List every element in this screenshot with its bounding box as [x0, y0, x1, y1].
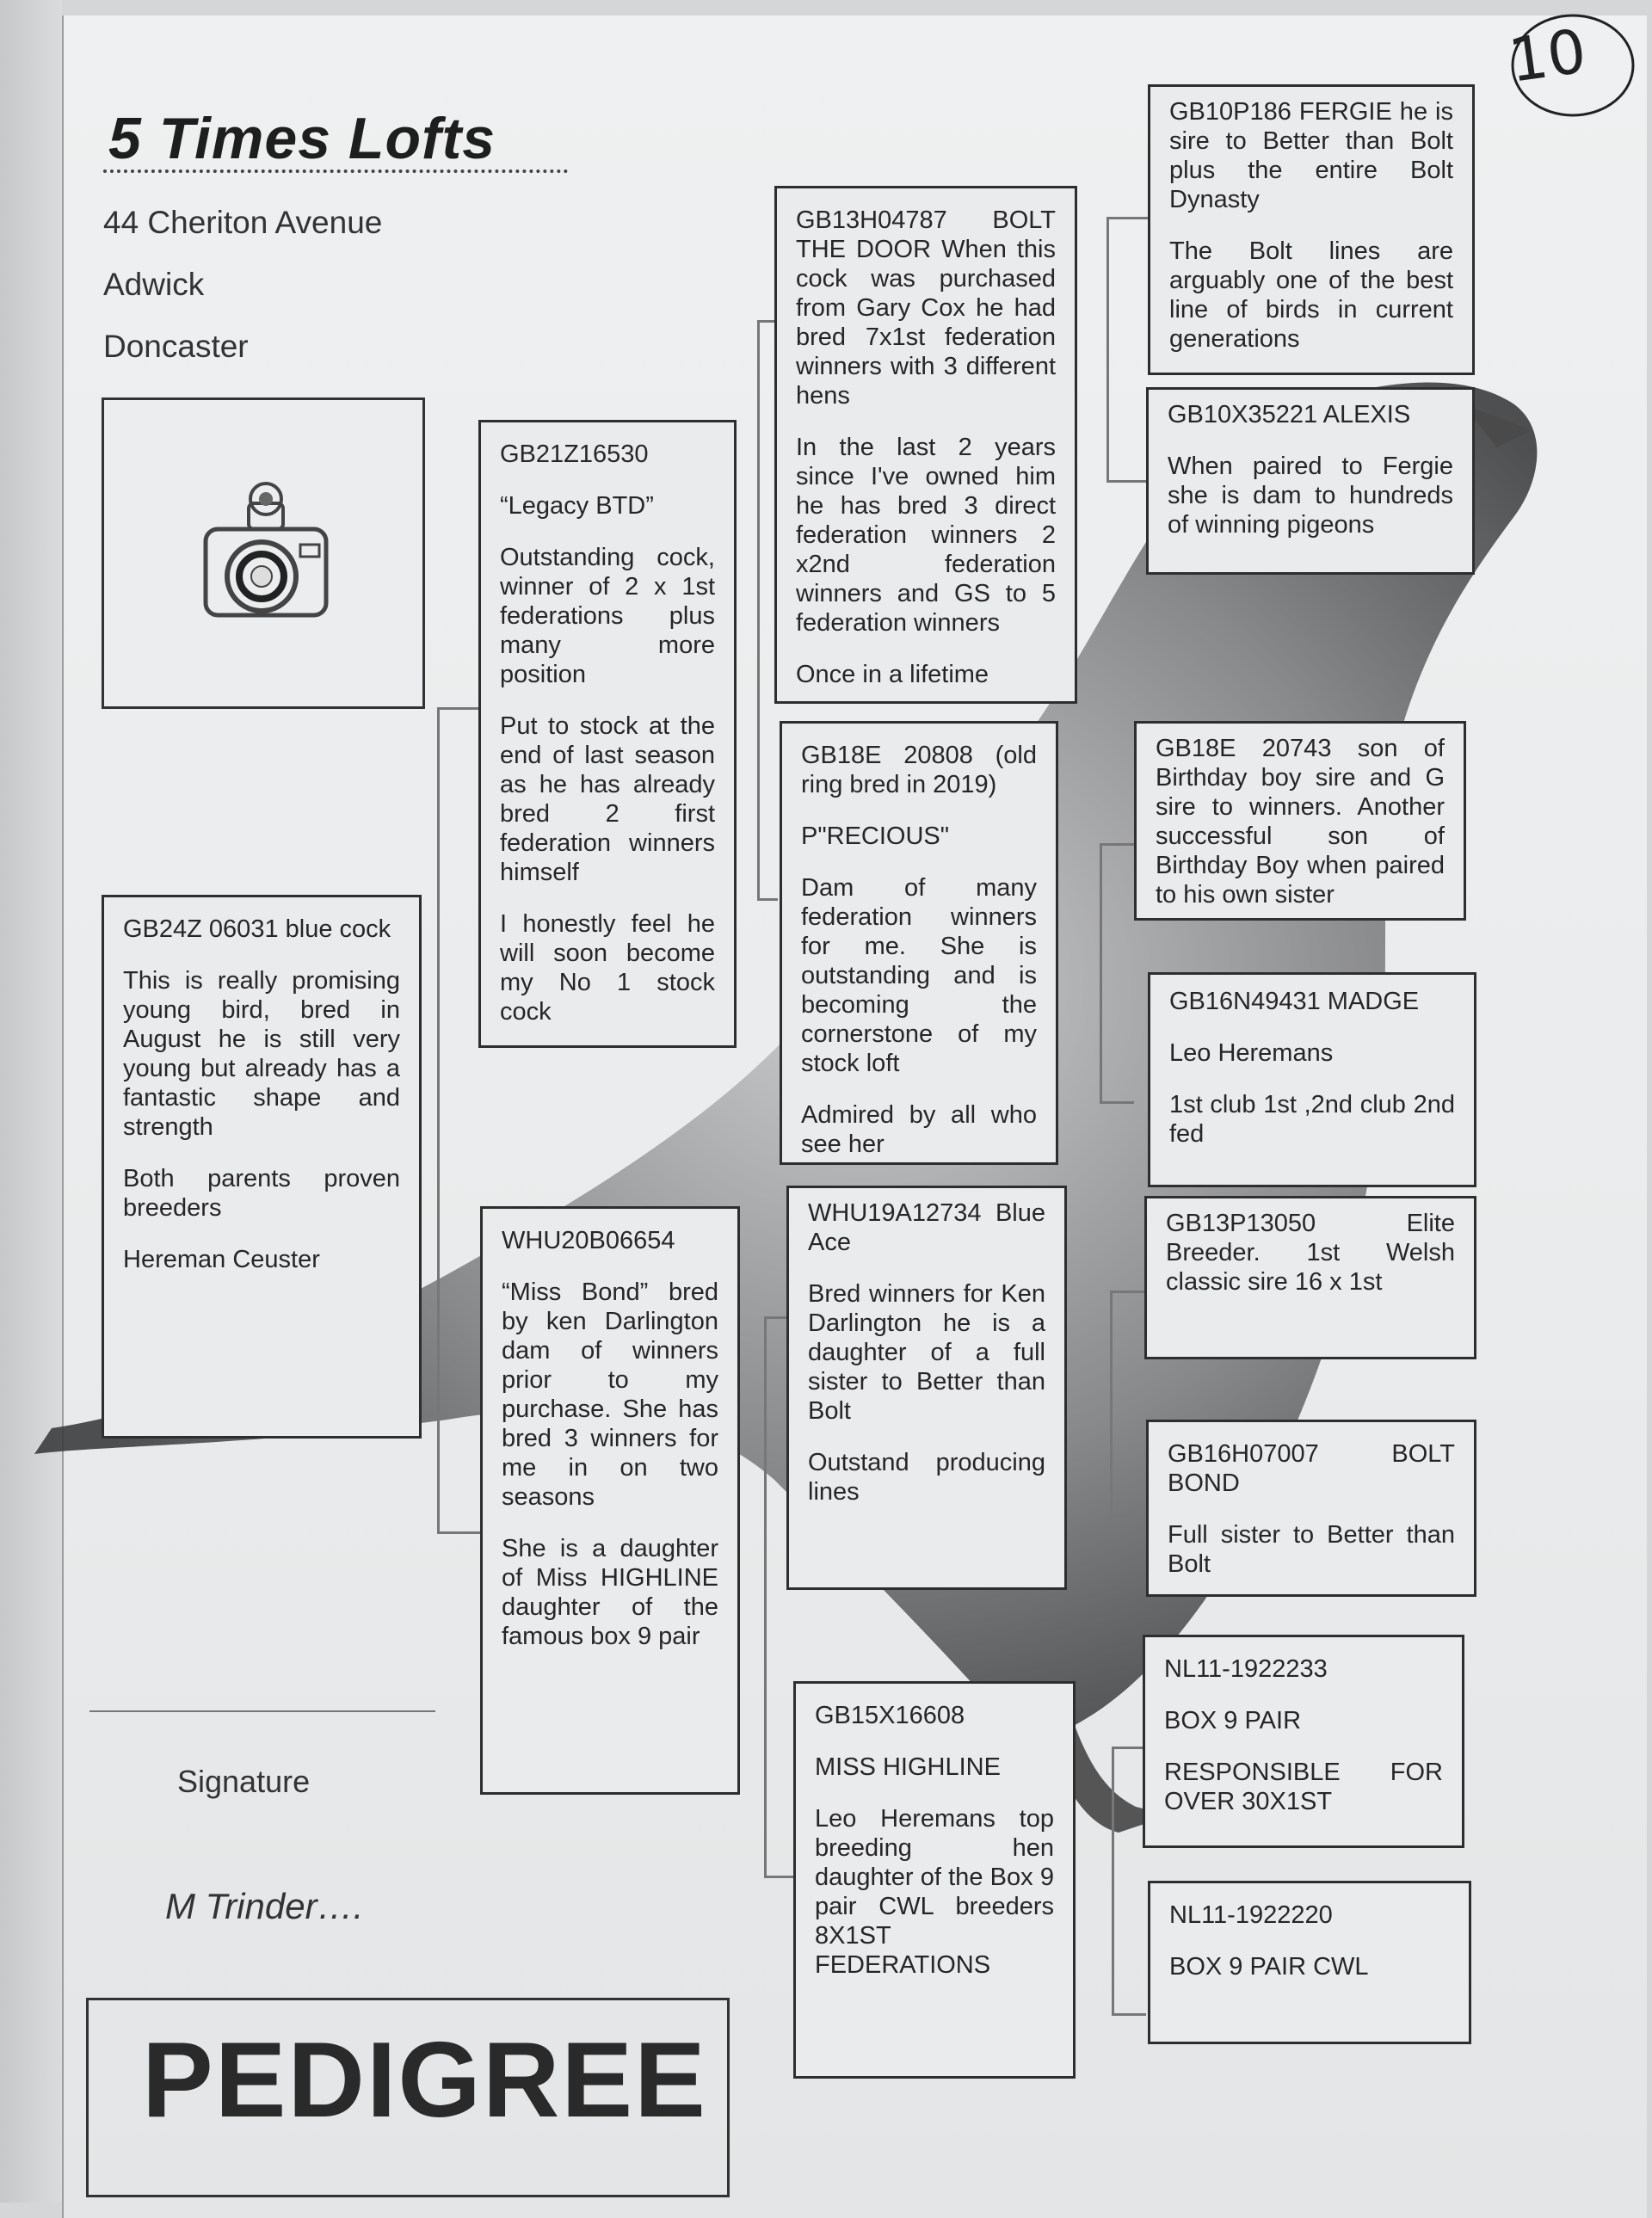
dds-card: [1143, 1635, 1464, 1848]
loft-name: 5 Times Lofts: [108, 106, 496, 171]
connector-line: [764, 1316, 767, 1876]
ddd-card: [1148, 1881, 1471, 2044]
address-town: Adwick: [103, 267, 205, 302]
ring-number: GB18E 20743 son of Birthday boy sire and G sire to winners. Another successful son of Birthday Boy when paired to his own sister: [1156, 735, 1445, 909]
ring-number: NL11-1922220: [1169, 1901, 1333, 1929]
connector-line: [764, 1316, 786, 1319]
ring-number: GB16N49431 MADGE: [1169, 988, 1420, 1015]
ring-number: WHU20B06654: [502, 1227, 675, 1254]
page-number-circle: [1509, 9, 1638, 120]
connector-line: [1112, 2013, 1146, 2016]
ssd-card: [1146, 387, 1475, 575]
sire-sire-card: [774, 186, 1077, 704]
ring-number: GB10X35221 ALEXIS: [1168, 401, 1411, 428]
signature-name: M Trinder….: [165, 1886, 364, 1926]
ring-number: GB18E 20808 (old ring bred in 2019): [801, 742, 1037, 798]
description: I honestly feel he will soon become my No 1 stock cock: [500, 910, 715, 1026]
description: Full sister to Better than Bolt: [1168, 1521, 1455, 1578]
sds-card: [1134, 721, 1466, 921]
dsd-card: [1146, 1420, 1476, 1597]
description: MISS HIGHLINE: [815, 1753, 1001, 1781]
page-number: 10: [1504, 15, 1591, 96]
description: “Miss Bond” bred by ken Darlington dam of winners prior to my purchase. She has bred 3 winners for me in on two seasons: [502, 1278, 718, 1511]
connector-line: [1110, 1291, 1113, 1514]
dam-sire-card: [786, 1186, 1067, 1590]
connector-line: [1112, 1747, 1114, 2013]
connector-line: [757, 898, 778, 901]
address-street: 44 Cheriton Avenue: [103, 205, 383, 240]
subject-bird-card: [102, 895, 422, 1439]
dam-dam-card: [793, 1681, 1076, 2079]
pedigree-label: PEDIGREE: [86, 1998, 730, 2197]
description: Outstand producing lines: [808, 1449, 1045, 1506]
description: BOX 9 PAIR CWL: [1169, 1953, 1369, 1981]
ring-number: GB13P13050 Elite Breeder. 1st Welsh classic sire 16 x 1st: [1166, 1210, 1455, 1296]
description: Put to stock at the end of last season as he has already bred 2 first federation winners himself: [500, 712, 715, 886]
description: 1st club 1st ,2nd club 2nd fed: [1169, 1091, 1455, 1148]
ring-number: GB16H07007 BOLT BOND: [1168, 1440, 1455, 1497]
connector-line: [437, 707, 440, 1533]
description: Bred winners for Ken Darlington he is a daughter of a full sister to Better than Bolt: [808, 1280, 1045, 1425]
description: BOX 9 PAIR: [1164, 1707, 1302, 1734]
connector-line: [1110, 1514, 1148, 1517]
description: The Bolt lines are arguably one of the best line of birds in current generations: [1169, 237, 1453, 353]
description: P"RECIOUS": [801, 823, 950, 850]
description: Dam of many federation winners for me. She is outstanding and is becoming the cornerstone of my stock loft: [801, 874, 1037, 1077]
camera-icon: [180, 469, 352, 641]
dss-card: [1144, 1196, 1476, 1359]
connector-line: [764, 1876, 793, 1878]
address-city: Doncaster: [103, 329, 249, 364]
ring-number: GB24Z 06031 blue cock: [123, 915, 391, 943]
sire-card: [478, 420, 737, 1048]
description: Outstanding cock, winner of 2 x 1st federations plus many more position: [500, 544, 715, 688]
connector-line: [1106, 480, 1148, 483]
description: Once in a lifetime: [796, 661, 989, 688]
title-underline: [103, 169, 568, 173]
connector-line: [757, 320, 760, 898]
dam-card: [480, 1206, 740, 1795]
connector-line: [1110, 1291, 1148, 1293]
connector-line: [1100, 843, 1134, 846]
ring-number: WHU19A12734 Blue Ace: [808, 1199, 1045, 1256]
description: Leo Heremans top breeding hen daughter of the Box 9 pair CWL breeders 8X1ST FEDERATIONS: [815, 1805, 1054, 1979]
connector-line: [437, 1531, 480, 1534]
description: RESPONSIBLE FOR OVER 30X1ST: [1164, 1759, 1443, 1815]
connector-line: [1100, 1101, 1134, 1104]
sss-card: [1148, 84, 1475, 375]
description: When paired to Fergie she is dam to hundreds of winning pigeons: [1168, 453, 1453, 539]
signature-line: [89, 1710, 435, 1712]
ring-number: GB21Z16530: [500, 441, 649, 468]
ring-number: GB10P186 FERGIE he is sire to Better than Bolt plus the entire Bolt Dynasty: [1169, 98, 1453, 213]
description: Both parents proven breeders: [123, 1165, 400, 1222]
connector-line: [1112, 1747, 1146, 1749]
description: In the last 2 years since I've owned him he has bred 3 direct federation winners 2 x2nd federation winners and GS to 5 federation winners: [796, 434, 1056, 637]
description: Leo Heremans: [1169, 1039, 1334, 1067]
ring-number: NL11-1922233: [1164, 1655, 1328, 1683]
photo-placeholder: [102, 397, 425, 709]
description: Admired by all who see her: [801, 1101, 1037, 1158]
description: “Legacy BTD”: [500, 492, 654, 520]
connector-line: [437, 707, 480, 710]
description: She is a daughter of Miss HIGHLINE daughter of the famous box 9 pair: [502, 1535, 718, 1650]
connector-line: [1100, 843, 1102, 1101]
sire-dam-card: [780, 721, 1058, 1165]
sdd-card: [1148, 972, 1476, 1187]
description: This is really promising young bird, bred in August he is still very young but already has a fantastic shape and strength: [123, 967, 400, 1141]
ring-number: GB13H04787 BOLT THE DOOR When this cock was purchased from Gary Cox he had bred 7x1st federation winners with 3 different hens: [796, 206, 1056, 410]
connector-line: [1106, 217, 1148, 219]
signature-label: Signature: [177, 1764, 311, 1799]
connector-line: [1106, 217, 1109, 480]
description: Hereman Ceuster: [123, 1246, 320, 1273]
ring-number: GB15X16608: [815, 1702, 965, 1729]
